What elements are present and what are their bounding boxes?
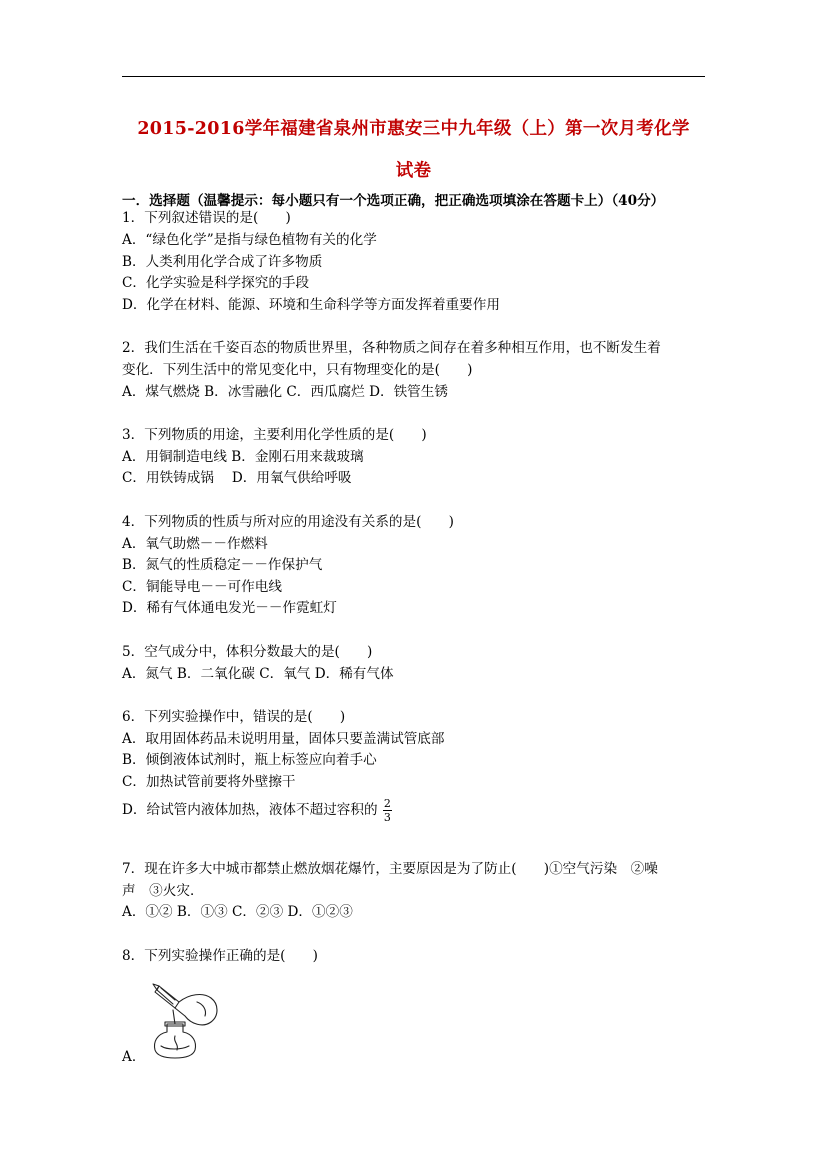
- question-3-stem: 3．下列物质的用途，主要利用化学性质的是( ): [122, 427, 427, 443]
- question-1-option-b: B．人类利用化学合成了许多物质: [122, 254, 323, 270]
- question-8-stem: 8．下列实验操作正确的是( ): [122, 948, 318, 964]
- fraction-denominator: 3: [383, 811, 391, 824]
- question-6-option-d-text: D．给试管内液体加热，液体不超过容积的: [122, 802, 378, 818]
- question-7-stem-line-2: 声 ③火灾．: [122, 883, 204, 899]
- question-2-stem-line-2: 变化．下列生活中的常见变化中，只有物理变化的是( ): [122, 362, 473, 378]
- question-6-option-d: [122, 797, 392, 824]
- question-2-stem-line-1: 2．我们生活在千姿百态的物质世界里，各种物质之间存在着多种相互作用，也不断发生着: [122, 340, 661, 356]
- question-4-option-a: A．氧气助燃－－作燃料: [122, 536, 268, 552]
- question-8-option-a: A．: [122, 1049, 146, 1065]
- question-6-stem: 6．下列实验操作中，错误的是( ): [122, 709, 346, 725]
- document-title-line-2: 试卷: [395, 161, 432, 181]
- question-1-stem: 1．下列叙述错误的是( ): [122, 210, 291, 226]
- question-7-options: A．①② B．①③ C．②③ D．①②③: [122, 904, 353, 920]
- question-3-options-ab: A．用铜制造电线 B．金刚石用来裁玻璃: [122, 449, 364, 465]
- question-4-option-b: B．氮气的性质稳定－－作保护气: [122, 557, 323, 573]
- question-6-option-b: B．倾倒液体试剂时，瓶上标签应向着手心: [122, 752, 377, 768]
- question-1-option-a: A．“绿色化学”是指与绿色植物有关的化学: [122, 232, 377, 248]
- header-rule: [122, 76, 705, 77]
- question-2-options: A．煤气燃烧 B．冰雪融化 C．西瓜腐烂 D．铁管生锈: [122, 384, 448, 400]
- pouring-reagent-bottle-illustration: [145, 980, 225, 1060]
- question-1-option-d: D．化学在材料、能源、环境和生命科学等方面发挥着重要作用: [122, 297, 500, 313]
- document-title-line-1: 2015-2016学年福建省泉州市惠安三中九年级（上）第一次月考化学: [137, 119, 690, 139]
- question-4-option-c: C．铜能导电－－可作电线: [122, 579, 282, 595]
- fraction-two-thirds: [383, 797, 392, 824]
- question-6-option-c: C．加热试管前要将外壁擦干: [122, 774, 296, 790]
- question-3-options-cd: C．用铁铸成锅 D．用氧气供给呼吸: [122, 470, 352, 486]
- question-7-stem-line-1: 7．现在许多大中城市都禁止燃放烟花爆竹，主要原因是为了防止( )①空气污染 ②噪: [122, 861, 658, 877]
- question-5-options: A．氮气 B．二氧化碳 C．氧气 D．稀有气体: [122, 666, 394, 682]
- question-4-option-d: D．稀有气体通电发光－－作霓虹灯: [122, 600, 337, 616]
- fraction-numerator: 2: [383, 797, 391, 810]
- question-1-option-c: C．化学实验是科学探究的手段: [122, 275, 310, 291]
- question-4-stem: 4．下列物质的性质与所对应的用途没有关系的是( ): [122, 514, 454, 530]
- section-heading: 一．选择题（温馨提示：每小题只有一个选项正确，把正确选项填涂在答题卡上）（40分）: [122, 193, 665, 209]
- question-6-option-a: A．取用固体药品未说明用量，固体只要盖满试管底部: [122, 731, 445, 747]
- question-5-stem: 5．空气成分中，体积分数最大的是( ): [122, 644, 373, 660]
